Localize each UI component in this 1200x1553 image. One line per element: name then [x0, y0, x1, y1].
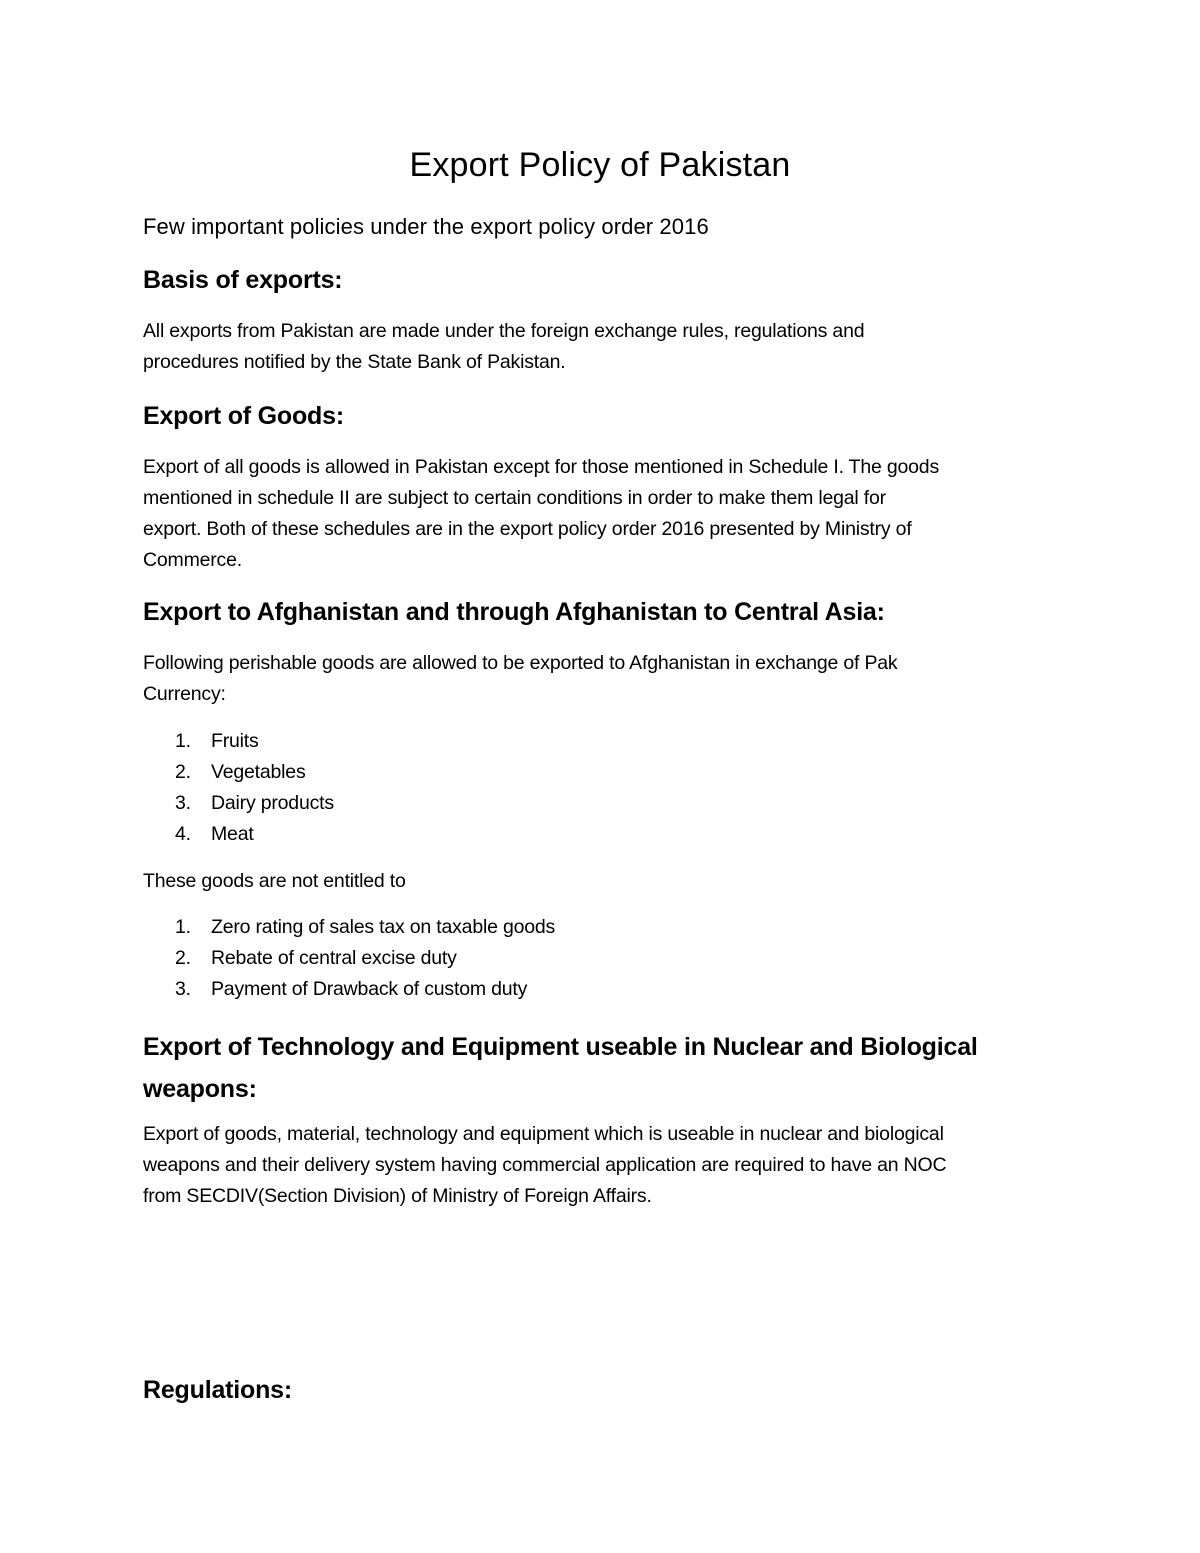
list-number: 1. [175, 730, 191, 752]
list-item [175, 726, 334, 757]
paragraph-line: Export of goods, material, technology and equipment which is useable in nuclear and biological [143, 1123, 944, 1145]
subtitle: Few important policies under the export policy order 2016 [143, 214, 709, 239]
heading-regulations: Regulations: [143, 1376, 292, 1404]
paragraph-line: Currency: [143, 683, 226, 705]
paragraph-line: weapons and their delivery system having commercial application are required to have an NOC [143, 1154, 947, 1176]
heading-export-of-technology [143, 1026, 978, 1110]
list-item [175, 974, 555, 1005]
list-text: Zero rating of sales tax on taxable goods [211, 916, 556, 938]
paragraph-line: Export of all goods is allowed in Pakistan except for those mentioned in Schedule I. The goods [143, 456, 940, 478]
list-text: Dairy products [211, 792, 334, 814]
paragraph-line: Following perishable goods are allowed to be exported to Afghanistan in exchange of Pak [143, 652, 898, 674]
paragraph-line: procedures notified by the State Bank of Pakistan. [143, 351, 566, 373]
list-item [175, 788, 334, 819]
list-text: Meat [211, 823, 254, 845]
list-item [175, 943, 555, 974]
list-text: Vegetables [211, 761, 306, 783]
paragraph-export-of-technology [143, 1119, 946, 1212]
heading-export-to-afghanistan: Export to Afghanistan and through Afghanistan to Central Asia: [143, 598, 885, 626]
not-entitled-label: These goods are not entitled to [143, 870, 406, 892]
paragraph-line: from SECDIV(Section Division) of Ministry of Foreign Affairs. [143, 1185, 652, 1207]
paragraph-line: All exports from Pakistan are made under the foreign exchange rules, regulations and [143, 320, 865, 342]
list-number: 3. [175, 978, 191, 1000]
list-item [175, 912, 555, 943]
list-item [175, 819, 334, 850]
not-entitled-list [175, 912, 555, 1005]
list-number: 2. [175, 947, 191, 969]
paragraph-line: mentioned in schedule II are subject to certain conditions in order to make them legal for [143, 487, 886, 509]
heading-line: weapons: [143, 1075, 257, 1103]
paragraph-line: Commerce. [143, 549, 242, 571]
paragraph-export-to-afghanistan [143, 648, 897, 710]
list-item [175, 757, 334, 788]
list-text: Fruits [211, 730, 259, 752]
list-text: Rebate of central excise duty [211, 947, 457, 969]
paragraph-export-of-goods [143, 452, 939, 576]
paragraph-basis-of-exports [143, 316, 864, 378]
page-title: Export Policy of Pakistan [409, 146, 791, 184]
list-number: 4. [175, 823, 191, 845]
paragraph-line: export. Both of these schedules are in the export policy order 2016 presented by Ministry of [143, 518, 912, 540]
list-number: 1. [175, 916, 191, 938]
list-text: Payment of Drawback of custom duty [211, 978, 528, 1000]
heading-line: Export of Technology and Equipment useable in Nuclear and Biological [143, 1033, 978, 1061]
heading-export-of-goods: Export of Goods: [143, 402, 344, 430]
heading-basis-of-exports: Basis of exports: [143, 266, 343, 294]
list-number: 2. [175, 761, 191, 783]
perishable-goods-list [175, 726, 334, 850]
list-number: 3. [175, 792, 191, 814]
